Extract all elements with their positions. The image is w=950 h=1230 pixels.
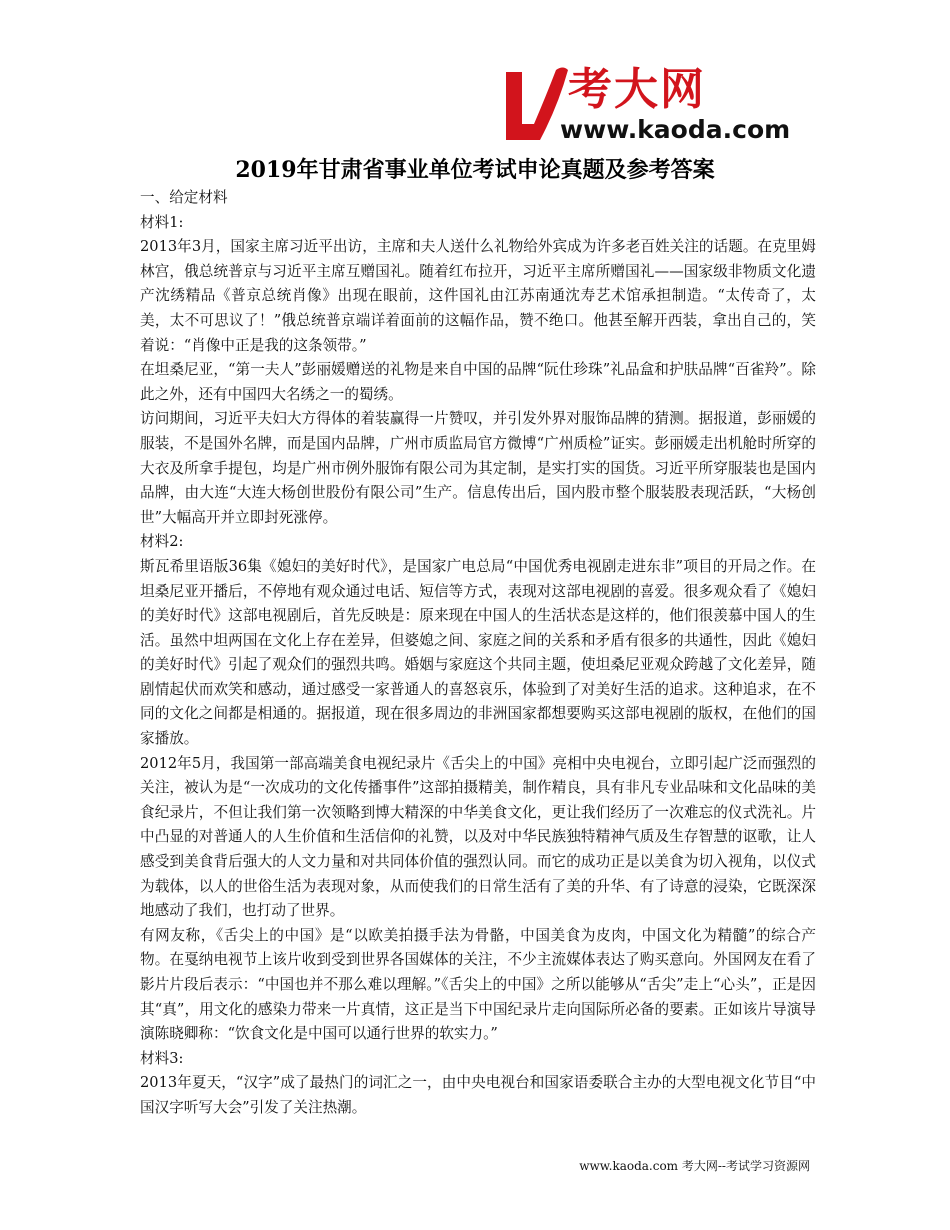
site-logo xyxy=(500,66,818,152)
logo-url: www.kaoda.com xyxy=(560,115,791,144)
logo-text: 考大网 xyxy=(568,64,706,115)
section-heading: 一、给定材料 xyxy=(140,189,228,206)
paragraph: 2013年3月，国家主席习近平出访，主席和夫人送什么礼物给外宾成为许多老百姓关注的话题。在克里姆林宫，俄总统普京与习近平主席互赠国礼。随着红布拉开，习近平主席所赠国礼——国家级非物质文化遗产沈绣精品《普京总统肖像》出现在眼前，这件国礼由江苏南通沈寿艺术馆承担制造。“太传奇了，太美，太不可思议了！”俄总统普京端详着面前的这幅作品，赞不绝口。他甚至解开西装，拿出自己的，笑着说：“肖像中正是我的这条领带。” xyxy=(140,238,816,354)
paragraph: 有网友称，《舌尖上的中国》是“以欧美拍摄手法为骨骼，中国美食为皮肉，中国文化为精髓”的综合产物。在戛纳电视节上该片收到受到世界各国媒体的关注，不少主流媒体表达了购买意向。外国网友在看了影片片段后表示：“中国也并不那么难以理解。”《舌尖上的中国》之所以能够从“舌尖”走上“心头”，正是因其“真”，用文化的感染力带来一片真情，这正是当下中国纪录片走向国际所必备的要素。正如该片导演导演陈晓卿称：“饮食文化是中国可以通行世界的软实力。” xyxy=(140,926,816,1043)
paragraph: 访问期间，习近平夫妇大方得体的着装赢得一片赞叹，并引发外界对服饰品牌的猜测。据报道，彭丽媛的服装，不是国外名牌，而是国内品牌，广州市质监局官方微博“广州质检”证实。彭丽媛走出机舱时所穿的大衣及所拿手提包，均是广州市例外服饰有限公司为其定制，是实打实的国货。习近平所穿服装也是国内品牌，由大连“大连大杨创世股份有限公司”生产。信息传出后，国内股市整个服装股表现活跃，“大杨创世”大幅高开并立即封死涨停。 xyxy=(140,410,816,526)
paragraph: 斯瓦希里语版36集《媳妇的美好时代》，是国家广电总局“中国优秀电视剧走进东非”项目的开局之作。在坦桑尼亚开播后，不停地有观众通过电话、短信等方式，表现对这部电视剧的喜爱。很多观众看了《媳妇的美好时代》这部电视剧后，首先反映是：原来现在中国人的生活状态是这样的，他们很羡慕中国人的生活。虽然中坦两国在文化上存在差异，但婆媳之间、家庭之间的关系和矛盾有很多的共通性，因此《媳妇的美好时代》引起了观众们的强烈共鸣。婚姻与家庭这个共同主题，使坦桑尼亚观众跨越了文化差异，随剧情起伏而欢笑和感动，通过感受一家普通人的喜怒哀乐，体验到了对美好生活的追求。这种追求，在不同的文化之间都是相通的。据报道，现在很多周边的非洲国家都想要购买这部电视剧的版权，在他们的国家播放。 xyxy=(140,557,816,748)
material-label: 材料1: xyxy=(140,213,184,231)
paragraph: 2013年夏天，“汉字”成了最热门的词汇之一，由中央电视台和国家语委联合主办的大型电视文化节目“中国汉字听写大会”引发了关注热潮。 xyxy=(140,1074,816,1116)
paragraph: 2012年5月，我国第一部高端美食电视纪录片《舌尖上的中国》亮相中央电视台，立即引起广泛而强烈的关注，被认为是“一次成功的文化传播事件”这部拍摄精美，制作精良，具有非凡专业品味和文化品味的美食纪录片，不但让我们第一次领略到博大精深的中华美食文化，更让我们经历了一次难忘的仪式洗礼。片中凸显的对普通人的人生价值和生活信仰的礼赞，以及对中华民族独特精神气质及生存智慧的讴歌，让人感受到美食背后强大的人文力量和对共同体价值的强烈认同。而它的成功正是以美食为切入视角，以仪式为载体，以人的世俗生活为表现对象，从而使我们的日常生活有了美的升华、有了诗意的浸染，它既深深地感动了我们，也打动了世界。 xyxy=(140,754,816,920)
material-label: 材料3: xyxy=(140,1049,184,1067)
material-label: 材料2: xyxy=(140,533,184,551)
page-title: 2019年甘肃省事业单位考试申论真题及参考答案 xyxy=(235,157,715,183)
page-footer: www.kaoda.com 考大网--考试学习资源网 xyxy=(579,1159,810,1173)
paragraph: 在坦桑尼亚，“第一夫人”彭丽媛赠送的礼物是来自中国的品牌“阮仕珍珠”礼品盒和护肤品牌“百雀羚”。除此之外，还有中国四大名绣之一的蜀绣。 xyxy=(140,361,816,403)
document-body xyxy=(140,186,816,1121)
